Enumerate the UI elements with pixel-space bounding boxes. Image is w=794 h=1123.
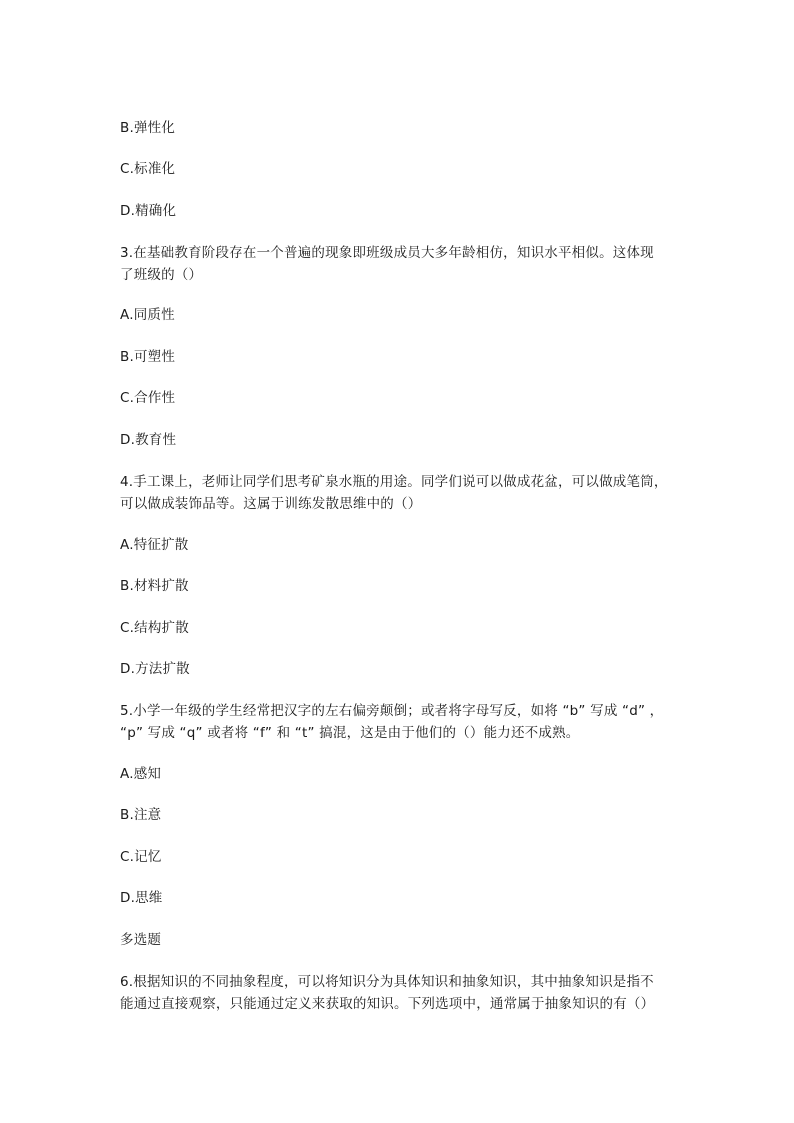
q3-option-d: D.教育性: [120, 432, 177, 448]
q2-option-d: D.精确化: [120, 203, 177, 219]
q2-option-b: B.弹性化: [120, 120, 176, 136]
q5-option-c: C.记忆: [120, 849, 162, 865]
q5-stem-line1: 5.小学一年级的学生经常把汉字的左右偏旁颠倒；或者将字母写反，如将 “b” 写成 “d” ，: [120, 703, 664, 719]
q6-stem-line1: 6.根据知识的不同抽象程度，可以将知识分为具体知识和抽象知识，其中抽象知识是指不: [120, 974, 654, 990]
q6-stem-line2: 能通过直接观察，只能通过定义来获取的知识。下列选项中，通常属于抽象知识的有（）: [120, 996, 655, 1012]
q4-option-a: A.特征扩散: [120, 537, 189, 553]
q3-option-a: A.同质性: [120, 307, 175, 323]
q4-option-c: C.结构扩散: [120, 620, 189, 636]
q3-stem-line2: 了班级的（）: [120, 267, 203, 283]
q3-option-c: C.合作性: [120, 390, 176, 406]
q4-option-b: B.材料扩散: [120, 578, 189, 594]
q4-stem-line2: 可以做成装饰品等。这属于训练发散思维中的（）: [120, 496, 422, 512]
q3-stem-line1: 3.在基础教育阶段存在一个普遍的现象即班级成员大多年龄相仿，知识水平相似。这体现: [120, 245, 654, 261]
q2-option-c: C.标准化: [120, 161, 176, 177]
q5-option-b: B.注意: [120, 807, 162, 823]
q3-option-b: B.可塑性: [120, 349, 176, 365]
q4-stem-line1: 4.手工课上，老师让同学们思考矿泉水瓶的用途。同学们说可以做成花盆，可以做成笔筒，: [120, 474, 668, 490]
q5-stem-line2: “p” 写成 “q” 或者将 “f” 和 “t” 搞混，这是由于他们的（）能力还不成熟。: [120, 725, 580, 741]
q4-option-d: D.方法扩散: [120, 661, 190, 677]
section-heading-multi-choice: 多选题: [120, 932, 162, 948]
q5-option-a: A.感知: [120, 766, 162, 782]
q5-option-d: D.思维: [120, 890, 163, 906]
